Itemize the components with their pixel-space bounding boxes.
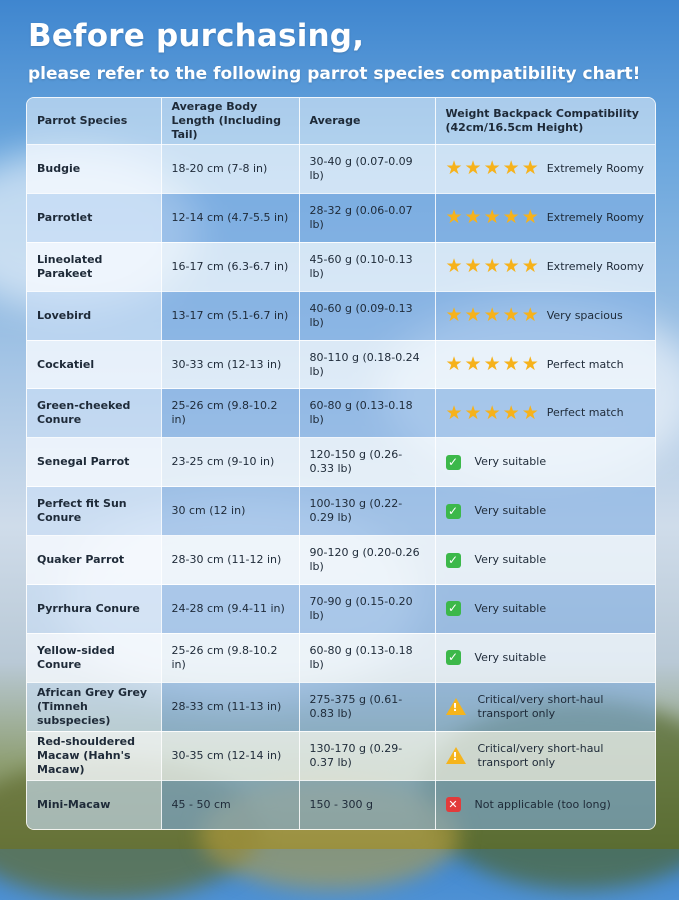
check-icon: ✓ (446, 650, 461, 665)
star-icon: ★ (483, 157, 501, 180)
table-row (27, 193, 655, 242)
star-icon: ★ (521, 255, 539, 278)
five-star-rating (446, 159, 539, 178)
five-star-rating (446, 208, 539, 227)
weight-cell: 40-60 g (0.09-0.13 lb) (299, 291, 435, 340)
compatibility-rating (446, 159, 646, 178)
table-row (27, 731, 655, 780)
compatibility-note: Extremely Roomy (546, 210, 644, 224)
star-icon: ★ (445, 157, 463, 180)
compatibility-rating (446, 693, 646, 721)
star-icon: ★ (483, 255, 501, 278)
star-icon: ★ (445, 401, 463, 424)
column-header-species: Parrot Species (27, 98, 161, 145)
compatibility-cell (435, 585, 655, 634)
species-cell: Red-shouldered Macaw (Hahn's Macaw) (27, 731, 161, 780)
weight-cell: 130-170 g (0.29-0.37 lb) (299, 731, 435, 780)
compatibility-note: Extremely Roomy (546, 259, 644, 273)
star-icon: ★ (521, 401, 539, 424)
weight-cell: 90-120 g (0.20-0.26 lb) (299, 536, 435, 585)
table-row (27, 487, 655, 536)
compatibility-note: Not applicable (too long) (474, 797, 611, 811)
table-row (27, 438, 655, 487)
star-icon: ★ (464, 401, 482, 424)
compatibility-cell (435, 242, 655, 291)
species-cell: Yellow-sided Conure (27, 633, 161, 682)
compatibility-note: Very suitable (474, 601, 547, 615)
star-icon: ★ (502, 304, 520, 327)
length-cell: 28-30 cm (11-12 in) (161, 536, 299, 585)
species-cell: Perfect fit Sun Conure (27, 487, 161, 536)
length-cell: 16-17 cm (6.3-6.7 in) (161, 242, 299, 291)
check-icon: ✓ (446, 504, 461, 519)
table-header-row (27, 98, 655, 145)
length-cell: 25-26 cm (9.8-10.2 in) (161, 389, 299, 438)
species-cell: Mini-Macaw (27, 780, 161, 829)
table-row (27, 536, 655, 585)
five-star-rating (446, 257, 539, 276)
compatibility-note: Very suitable (474, 650, 547, 664)
compatibility-rating (446, 797, 646, 812)
page-title: Before purchasing, (28, 18, 365, 54)
species-cell: Pyrrhura Conure (27, 585, 161, 634)
star-icon: ★ (464, 157, 482, 180)
weight-cell: 120-150 g (0.26-0.33 lb) (299, 438, 435, 487)
weight-cell: 60-80 g (0.13-0.18 lb) (299, 389, 435, 438)
compatibility-cell (435, 536, 655, 585)
weight-cell: 30-40 g (0.07-0.09 lb) (299, 145, 435, 194)
compatibility-note: Critical/very short-haul transport only (477, 741, 604, 769)
star-icon: ★ (483, 353, 501, 375)
star-icon: ★ (502, 157, 520, 180)
compatibility-note: Perfect match (546, 357, 624, 371)
compatibility-rating (446, 306, 646, 325)
compatibility-cell (435, 291, 655, 340)
star-icon: ★ (502, 401, 520, 424)
compatibility-rating (446, 257, 646, 276)
compatibility-rating (446, 553, 646, 568)
compatibility-cell (435, 780, 655, 829)
star-icon: ★ (445, 304, 463, 327)
compatibility-cell (435, 633, 655, 682)
length-cell: 23-25 cm (9-10 in) (161, 438, 299, 487)
check-icon: ✓ (446, 455, 461, 470)
table-row (27, 291, 655, 340)
length-cell: 12-14 cm (4.7-5.5 in) (161, 193, 299, 242)
star-icon: ★ (483, 401, 501, 424)
page-subtitle: please refer to the following parrot species compatibility chart! (28, 64, 641, 84)
star-icon: ★ (521, 206, 539, 229)
weight-cell: 275-375 g (0.61-0.83 lb) (299, 682, 435, 731)
table-row (27, 682, 655, 731)
star-icon: ★ (464, 304, 482, 327)
star-icon: ★ (502, 206, 520, 229)
star-icon: ★ (464, 353, 482, 375)
star-icon: ★ (502, 255, 520, 278)
five-star-rating (446, 355, 539, 374)
compatibility-cell (435, 682, 655, 731)
compatibility-cell (435, 145, 655, 194)
compatibility-rating (446, 504, 646, 519)
weight-cell: 70-90 g (0.15-0.20 lb) (299, 585, 435, 634)
star-icon: ★ (521, 304, 539, 327)
star-icon: ★ (464, 206, 482, 229)
compatibility-note: Very suitable (474, 455, 547, 469)
cross-icon: ✕ (446, 797, 461, 812)
column-header-weight: Average (299, 98, 435, 145)
table-row (27, 242, 655, 291)
star-icon: ★ (483, 304, 501, 327)
table-row (27, 340, 655, 389)
column-header-length: Average Body Length (Including Tail) (161, 98, 299, 145)
warning-icon (446, 747, 466, 764)
compatibility-cell (435, 340, 655, 389)
weight-cell: 45-60 g (0.10-0.13 lb) (299, 242, 435, 291)
length-cell: 30 cm (12 in) (161, 487, 299, 536)
five-star-rating (445, 401, 539, 424)
length-cell: 13-17 cm (5.1-6.7 in) (161, 291, 299, 340)
check-icon: ✓ (446, 553, 461, 568)
compatibility-cell (435, 193, 655, 242)
weight-cell: 100-130 g (0.22-0.29 lb) (299, 487, 435, 536)
compatibility-rating (446, 742, 646, 770)
species-cell: Lineolated Parakeet (27, 242, 161, 291)
species-cell: African Grey Grey (Timneh subspecies) (27, 682, 161, 731)
star-icon: ★ (502, 353, 520, 375)
species-cell: Senegal Parrot (27, 438, 161, 487)
column-header-compatibility: Weight Backpack Compatibility (42cm/16.5cm Height) (435, 98, 655, 145)
weight-cell: 28-32 g (0.06-0.07 lb) (299, 193, 435, 242)
star-icon: ★ (521, 157, 539, 180)
compatibility-note: Very suitable (474, 504, 547, 518)
compatibility-rating (446, 601, 646, 616)
star-icon: ★ (464, 255, 482, 278)
species-cell: Lovebird (27, 291, 161, 340)
star-icon: ★ (483, 206, 501, 229)
compatibility-cell (435, 487, 655, 536)
species-cell: Parrotlet (27, 193, 161, 242)
length-cell: 30-35 cm (12-14 in) (161, 731, 299, 780)
compatibility-rating (446, 355, 646, 374)
species-cell: Budgie (27, 145, 161, 194)
table-row (27, 145, 655, 194)
compatibility-note: Perfect match (546, 406, 624, 420)
species-cell: Green-cheeked Conure (27, 389, 161, 438)
star-icon: ★ (445, 255, 463, 278)
length-cell: 25-26 cm (9.8-10.2 in) (161, 633, 299, 682)
compatibility-note: Critical/very short-haul transport only (477, 692, 604, 720)
compatibility-note: Very spacious (546, 308, 623, 322)
compatibility-cell (435, 731, 655, 780)
length-cell: 45 - 50 cm (161, 780, 299, 829)
compatibility-rating (446, 208, 646, 227)
table-row (27, 780, 655, 829)
star-icon: ★ (521, 353, 539, 375)
length-cell: 24-28 cm (9.4-11 in) (161, 585, 299, 634)
compatibility-rating (446, 455, 646, 470)
five-star-rating (446, 306, 539, 325)
compatibility-rating (445, 401, 646, 424)
compatibility-cell (435, 389, 655, 438)
compatibility-note: Very suitable (474, 553, 547, 567)
table-row (27, 585, 655, 634)
warning-icon (446, 698, 466, 715)
weight-cell: 150 - 300 g (299, 780, 435, 829)
star-icon: ★ (445, 206, 463, 229)
length-cell: 28-33 cm (11-13 in) (161, 682, 299, 731)
length-cell: 18-20 cm (7-8 in) (161, 145, 299, 194)
table-row (27, 633, 655, 682)
species-cell: Quaker Parrot (27, 536, 161, 585)
weight-cell: 80-110 g (0.18-0.24 lb) (299, 340, 435, 389)
compatibility-rating (446, 650, 646, 665)
compatibility-table (26, 97, 656, 830)
table-row (27, 389, 655, 438)
species-cell: Cockatiel (27, 340, 161, 389)
weight-cell: 60-80 g (0.13-0.18 lb) (299, 633, 435, 682)
compatibility-note: Extremely Roomy (546, 161, 644, 175)
length-cell: 30-33 cm (12-13 in) (161, 340, 299, 389)
star-icon: ★ (445, 353, 463, 375)
compatibility-cell (435, 438, 655, 487)
check-icon: ✓ (446, 601, 461, 616)
